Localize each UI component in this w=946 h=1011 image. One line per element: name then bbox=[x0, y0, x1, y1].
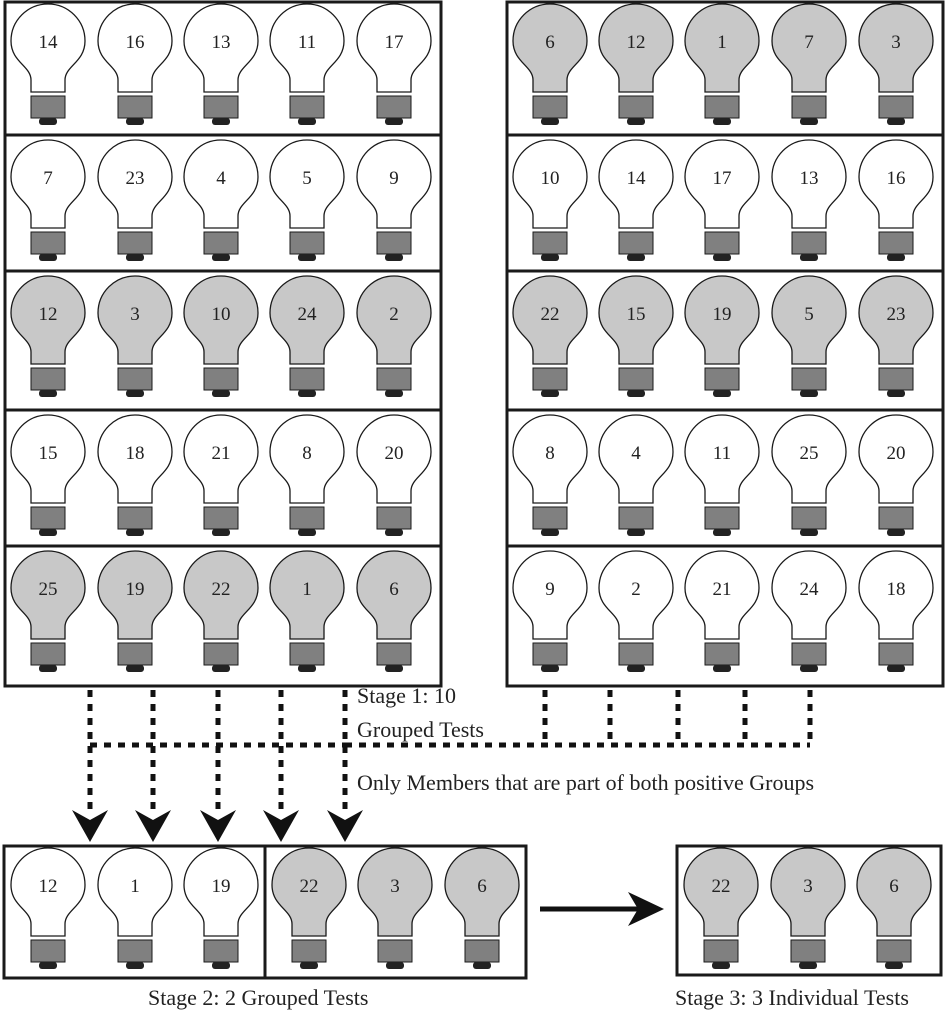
bulb-number: 10 bbox=[540, 168, 560, 189]
bulb-number: 3 bbox=[803, 876, 813, 897]
stage3-bulbs bbox=[684, 848, 931, 969]
light-bulb-icon bbox=[357, 551, 431, 672]
bulb-number: 8 bbox=[302, 443, 312, 464]
bulb-number: 20 bbox=[886, 443, 906, 464]
stage3-panel bbox=[677, 846, 941, 975]
light-bulb-icon bbox=[11, 415, 85, 536]
bulb-base bbox=[204, 940, 238, 962]
light-bulb-icon bbox=[98, 4, 172, 125]
light-bulb-icon bbox=[270, 140, 344, 261]
bulb-base bbox=[204, 368, 238, 390]
bulb-number: 2 bbox=[631, 579, 641, 600]
bulb-number: 16 bbox=[886, 168, 906, 189]
bulb-number: 25 bbox=[799, 443, 819, 464]
light-bulb-icon bbox=[684, 848, 758, 969]
stage1-left-panel bbox=[5, 2, 441, 686]
stage1-right-panel bbox=[507, 2, 943, 686]
bulb-base bbox=[791, 940, 825, 962]
bulb-number: 18 bbox=[125, 443, 145, 464]
right-grid-bulbs bbox=[513, 4, 933, 672]
bulb-number: 16 bbox=[125, 32, 145, 53]
bulb-base bbox=[118, 507, 152, 529]
bulb-base bbox=[290, 507, 324, 529]
light-bulb-icon bbox=[685, 551, 759, 672]
bulb-number: 19 bbox=[712, 304, 732, 325]
light-bulb-icon bbox=[270, 551, 344, 672]
light-bulb-icon bbox=[270, 4, 344, 125]
light-bulb-icon bbox=[98, 848, 172, 969]
bulb-base bbox=[31, 507, 65, 529]
bulb-number: 22 bbox=[299, 876, 319, 897]
bulb-number: 1 bbox=[130, 876, 140, 897]
bulb-base bbox=[377, 96, 411, 118]
bulb-base bbox=[290, 96, 324, 118]
down-arrowheads bbox=[72, 810, 363, 842]
bulb-number: 19 bbox=[211, 876, 231, 897]
bulb-number: 6 bbox=[889, 876, 899, 897]
right-arrow-icon bbox=[540, 892, 664, 926]
light-bulb-icon bbox=[772, 140, 846, 261]
light-bulb-icon bbox=[98, 276, 172, 397]
bulb-base bbox=[619, 368, 653, 390]
bulb-number: 10 bbox=[211, 304, 231, 325]
bulb-base bbox=[533, 643, 567, 665]
bulb-base bbox=[377, 507, 411, 529]
bulb-base bbox=[290, 232, 324, 254]
bulb-base bbox=[879, 96, 913, 118]
bulb-number: 18 bbox=[886, 579, 906, 600]
bulb-number: 24 bbox=[799, 579, 819, 600]
light-bulb-icon bbox=[685, 415, 759, 536]
bulb-number: 23 bbox=[125, 168, 145, 189]
bulb-base bbox=[533, 232, 567, 254]
arrow-down-icon bbox=[200, 810, 236, 842]
bulb-base bbox=[204, 643, 238, 665]
bulb-base bbox=[31, 96, 65, 118]
bulb-base bbox=[31, 232, 65, 254]
bulb-base bbox=[204, 232, 238, 254]
bulb-base bbox=[792, 368, 826, 390]
light-bulb-icon bbox=[513, 415, 587, 536]
bulb-base bbox=[705, 96, 739, 118]
bulb-base bbox=[533, 368, 567, 390]
bulb-base bbox=[704, 940, 738, 962]
bulb-base bbox=[533, 507, 567, 529]
light-bulb-icon bbox=[513, 4, 587, 125]
stage2-label: Stage 2: 2 Grouped Tests bbox=[148, 985, 369, 1010]
bulb-number: 1 bbox=[717, 32, 727, 53]
bulb-number: 4 bbox=[631, 443, 641, 464]
bulb-base bbox=[378, 940, 412, 962]
bulb-number: 14 bbox=[38, 32, 58, 53]
light-bulb-icon bbox=[272, 848, 346, 969]
light-bulb-icon bbox=[98, 140, 172, 261]
bulb-base bbox=[118, 96, 152, 118]
bulb-number: 7 bbox=[804, 32, 814, 53]
light-bulb-icon bbox=[513, 140, 587, 261]
light-bulb-icon bbox=[98, 415, 172, 536]
bulb-number: 12 bbox=[626, 32, 646, 53]
light-bulb-icon bbox=[11, 276, 85, 397]
light-bulb-icon bbox=[184, 276, 258, 397]
light-bulb-icon bbox=[11, 551, 85, 672]
bulb-base bbox=[705, 232, 739, 254]
bulb-base bbox=[31, 940, 65, 962]
bulb-base bbox=[292, 940, 326, 962]
bulb-number: 21 bbox=[211, 443, 231, 464]
bulb-number: 22 bbox=[211, 579, 231, 600]
left-grid-bulbs bbox=[11, 4, 431, 672]
light-bulb-icon bbox=[270, 276, 344, 397]
light-bulb-icon bbox=[685, 140, 759, 261]
bulb-number: 24 bbox=[297, 304, 317, 325]
bulb-base bbox=[792, 96, 826, 118]
bulb-number: 13 bbox=[211, 32, 231, 53]
bulb-base bbox=[705, 368, 739, 390]
bulb-number: 21 bbox=[712, 579, 732, 600]
only-members-label: Only Members that are part of both positive Groups bbox=[357, 770, 815, 795]
light-bulb-icon bbox=[859, 4, 933, 125]
bulb-number: 6 bbox=[477, 876, 487, 897]
bulb-number: 3 bbox=[891, 32, 901, 53]
bulb-base bbox=[705, 643, 739, 665]
light-bulb-icon bbox=[184, 4, 258, 125]
light-bulb-icon bbox=[772, 4, 846, 125]
bulb-number: 3 bbox=[390, 876, 400, 897]
stage1-label-line2: Grouped Tests bbox=[357, 717, 484, 742]
light-bulb-icon bbox=[771, 848, 845, 969]
stage1-label-line1: Stage 1: 10 bbox=[357, 683, 456, 708]
light-bulb-icon bbox=[357, 415, 431, 536]
stage2-panel bbox=[4, 846, 526, 978]
light-bulb-icon bbox=[513, 276, 587, 397]
bulb-number: 12 bbox=[38, 876, 58, 897]
light-bulb-icon bbox=[270, 415, 344, 536]
bulb-number: 2 bbox=[389, 304, 399, 325]
light-bulb-icon bbox=[357, 276, 431, 397]
bulb-number: 5 bbox=[804, 304, 814, 325]
bulb-base bbox=[465, 940, 499, 962]
bulb-base bbox=[619, 507, 653, 529]
bulb-number: 11 bbox=[712, 443, 732, 464]
bulb-base bbox=[792, 232, 826, 254]
bulb-number: 8 bbox=[545, 443, 555, 464]
light-bulb-icon bbox=[772, 551, 846, 672]
light-bulb-icon bbox=[859, 276, 933, 397]
light-bulb-icon bbox=[685, 4, 759, 125]
bulb-base bbox=[290, 643, 324, 665]
bulb-number: 17 bbox=[384, 32, 404, 53]
bulb-base bbox=[619, 232, 653, 254]
bulb-number: 15 bbox=[626, 304, 646, 325]
bulb-base bbox=[377, 368, 411, 390]
bulb-base bbox=[31, 643, 65, 665]
bulb-base bbox=[204, 507, 238, 529]
light-bulb-icon bbox=[859, 140, 933, 261]
bulb-base bbox=[792, 643, 826, 665]
light-bulb-icon bbox=[772, 276, 846, 397]
bulb-base bbox=[118, 368, 152, 390]
light-bulb-icon bbox=[184, 551, 258, 672]
light-bulb-icon bbox=[11, 4, 85, 125]
bulb-base bbox=[879, 507, 913, 529]
bulb-base bbox=[533, 96, 567, 118]
bulb-base bbox=[290, 368, 324, 390]
light-bulb-icon bbox=[599, 4, 673, 125]
light-bulb-icon bbox=[857, 848, 931, 969]
light-bulb-icon bbox=[513, 551, 587, 672]
bulb-base bbox=[705, 507, 739, 529]
light-bulb-icon bbox=[358, 848, 432, 969]
light-bulb-icon bbox=[772, 415, 846, 536]
bulb-number: 11 bbox=[297, 32, 317, 53]
bulb-base bbox=[118, 232, 152, 254]
light-bulb-icon bbox=[184, 415, 258, 536]
bulb-number: 25 bbox=[38, 579, 58, 600]
bulb-number: 9 bbox=[389, 168, 399, 189]
bulb-base bbox=[118, 643, 152, 665]
light-bulb-icon bbox=[184, 848, 258, 969]
light-bulb-icon bbox=[357, 4, 431, 125]
light-bulb-icon bbox=[445, 848, 519, 969]
bulb-base bbox=[879, 232, 913, 254]
bulb-number: 14 bbox=[626, 168, 646, 189]
light-bulb-icon bbox=[599, 140, 673, 261]
light-bulb-icon bbox=[11, 140, 85, 261]
bulb-base bbox=[619, 643, 653, 665]
bulb-number: 3 bbox=[130, 304, 140, 325]
bulb-base bbox=[377, 232, 411, 254]
arrow-down-icon bbox=[72, 810, 108, 842]
light-bulb-icon bbox=[357, 140, 431, 261]
bulb-number: 12 bbox=[38, 304, 58, 325]
bulb-number: 4 bbox=[216, 168, 226, 189]
bulb-base bbox=[31, 368, 65, 390]
bulb-number: 22 bbox=[540, 304, 560, 325]
bulb-number: 13 bbox=[799, 168, 819, 189]
arrow-down-icon bbox=[327, 810, 363, 842]
bulb-number: 20 bbox=[384, 443, 404, 464]
bulb-number: 17 bbox=[712, 168, 732, 189]
bulb-base bbox=[792, 507, 826, 529]
bulb-number: 1 bbox=[302, 579, 312, 600]
bulb-base bbox=[204, 96, 238, 118]
bulb-base bbox=[879, 643, 913, 665]
bulb-number: 23 bbox=[886, 304, 906, 325]
arrow-down-icon bbox=[135, 810, 171, 842]
light-bulb-icon bbox=[599, 276, 673, 397]
bulb-base bbox=[879, 368, 913, 390]
bulb-base bbox=[118, 940, 152, 962]
bulb-number: 22 bbox=[711, 876, 731, 897]
bulb-number: 6 bbox=[389, 579, 399, 600]
arrow-down-icon bbox=[263, 810, 299, 842]
bulb-base bbox=[877, 940, 911, 962]
bulb-base bbox=[377, 643, 411, 665]
bulb-number: 7 bbox=[43, 168, 53, 189]
bulb-number: 5 bbox=[302, 168, 312, 189]
light-bulb-icon bbox=[184, 140, 258, 261]
bulb-number: 6 bbox=[545, 32, 555, 53]
bulb-number: 9 bbox=[545, 579, 555, 600]
light-bulb-icon bbox=[11, 848, 85, 969]
light-bulb-icon bbox=[859, 415, 933, 536]
light-bulb-icon bbox=[859, 551, 933, 672]
stage3-label: Stage 3: 3 Individual Tests bbox=[675, 985, 909, 1010]
bulb-number: 19 bbox=[125, 579, 145, 600]
light-bulb-icon bbox=[98, 551, 172, 672]
bulb-number: 15 bbox=[38, 443, 58, 464]
light-bulb-icon bbox=[685, 276, 759, 397]
light-bulb-icon bbox=[599, 551, 673, 672]
bulb-base bbox=[619, 96, 653, 118]
light-bulb-icon bbox=[599, 415, 673, 536]
